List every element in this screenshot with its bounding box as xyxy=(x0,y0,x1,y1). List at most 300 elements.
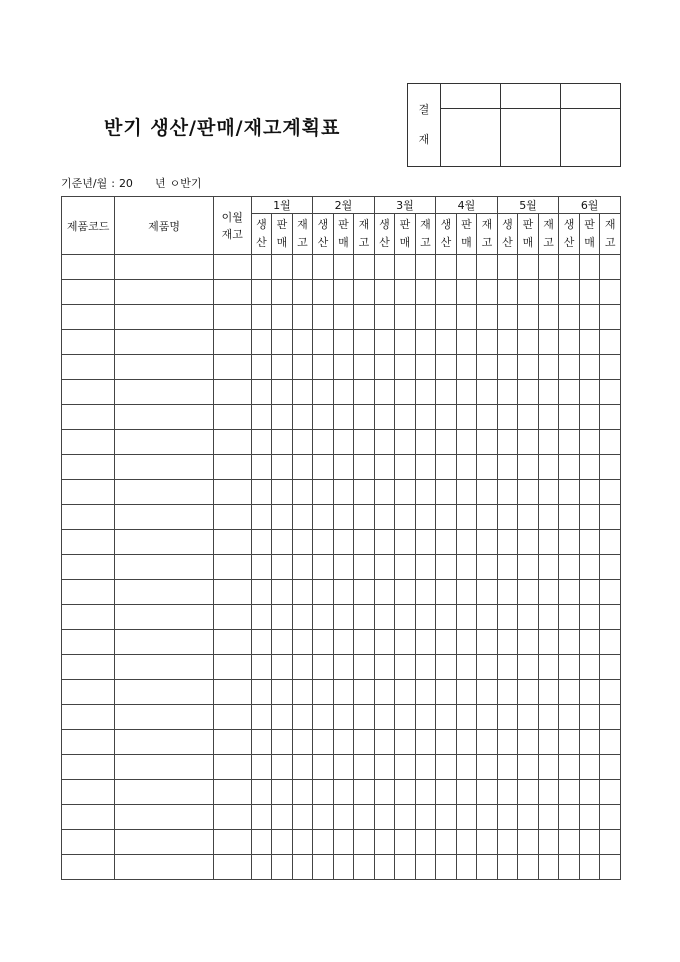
cell-month-value[interactable] xyxy=(579,305,600,330)
cell-name[interactable] xyxy=(115,305,213,330)
cell-prev-stock[interactable] xyxy=(213,430,251,455)
cell-month-value[interactable] xyxy=(313,555,334,580)
cell-month-value[interactable] xyxy=(333,405,354,430)
cell-month-value[interactable] xyxy=(313,255,334,280)
cell-month-value[interactable] xyxy=(497,855,518,880)
cell-month-value[interactable] xyxy=(395,630,416,655)
cell-month-value[interactable] xyxy=(579,480,600,505)
cell-month-value[interactable] xyxy=(579,280,600,305)
cell-month-value[interactable] xyxy=(313,405,334,430)
cell-prev-stock[interactable] xyxy=(213,280,251,305)
cell-month-value[interactable] xyxy=(395,505,416,530)
cell-month-value[interactable] xyxy=(518,330,539,355)
cell-month-value[interactable] xyxy=(415,355,436,380)
cell-month-value[interactable] xyxy=(415,705,436,730)
cell-month-value[interactable] xyxy=(395,655,416,680)
cell-month-value[interactable] xyxy=(559,830,580,855)
cell-month-value[interactable] xyxy=(456,555,477,580)
cell-month-value[interactable] xyxy=(538,505,559,530)
cell-month-value[interactable] xyxy=(354,555,375,580)
cell-month-value[interactable] xyxy=(436,630,457,655)
cell-month-value[interactable] xyxy=(579,855,600,880)
cell-month-value[interactable] xyxy=(456,680,477,705)
cell-month-value[interactable] xyxy=(538,830,559,855)
cell-month-value[interactable] xyxy=(477,780,498,805)
cell-month-value[interactable] xyxy=(559,680,580,705)
cell-month-value[interactable] xyxy=(333,330,354,355)
cell-month-value[interactable] xyxy=(333,780,354,805)
cell-month-value[interactable] xyxy=(600,330,621,355)
cell-name[interactable] xyxy=(115,755,213,780)
cell-month-value[interactable] xyxy=(415,305,436,330)
cell-month-value[interactable] xyxy=(374,505,395,530)
cell-month-value[interactable] xyxy=(251,755,272,780)
cell-month-value[interactable] xyxy=(415,255,436,280)
cell-month-value[interactable] xyxy=(559,430,580,455)
cell-month-value[interactable] xyxy=(354,780,375,805)
cell-month-value[interactable] xyxy=(415,480,436,505)
cell-month-value[interactable] xyxy=(477,805,498,830)
cell-month-value[interactable] xyxy=(272,330,293,355)
cell-name[interactable] xyxy=(115,655,213,680)
cell-month-value[interactable] xyxy=(292,855,313,880)
cell-month-value[interactable] xyxy=(395,530,416,555)
cell-month-value[interactable] xyxy=(518,355,539,380)
cell-code[interactable] xyxy=(62,805,115,830)
cell-month-value[interactable] xyxy=(436,530,457,555)
cell-month-value[interactable] xyxy=(395,805,416,830)
cell-month-value[interactable] xyxy=(313,280,334,305)
cell-prev-stock[interactable] xyxy=(213,380,251,405)
cell-month-value[interactable] xyxy=(518,730,539,755)
cell-month-value[interactable] xyxy=(456,255,477,280)
cell-month-value[interactable] xyxy=(292,305,313,330)
cell-month-value[interactable] xyxy=(600,505,621,530)
cell-name[interactable] xyxy=(115,680,213,705)
cell-month-value[interactable] xyxy=(415,605,436,630)
cell-month-value[interactable] xyxy=(251,805,272,830)
cell-month-value[interactable] xyxy=(579,505,600,530)
cell-prev-stock[interactable] xyxy=(213,605,251,630)
cell-month-value[interactable] xyxy=(436,655,457,680)
cell-month-value[interactable] xyxy=(251,305,272,330)
cell-month-value[interactable] xyxy=(333,505,354,530)
cell-month-value[interactable] xyxy=(600,730,621,755)
cell-month-value[interactable] xyxy=(292,405,313,430)
cell-month-value[interactable] xyxy=(313,430,334,455)
cell-month-value[interactable] xyxy=(374,330,395,355)
cell-month-value[interactable] xyxy=(333,455,354,480)
cell-month-value[interactable] xyxy=(559,580,580,605)
cell-month-value[interactable] xyxy=(374,605,395,630)
cell-month-value[interactable] xyxy=(456,780,477,805)
cell-month-value[interactable] xyxy=(272,580,293,605)
cell-month-value[interactable] xyxy=(272,405,293,430)
cell-month-value[interactable] xyxy=(415,805,436,830)
cell-month-value[interactable] xyxy=(354,805,375,830)
cell-prev-stock[interactable] xyxy=(213,405,251,430)
cell-code[interactable] xyxy=(62,580,115,605)
cell-month-value[interactable] xyxy=(559,855,580,880)
cell-prev-stock[interactable] xyxy=(213,255,251,280)
cell-name[interactable] xyxy=(115,730,213,755)
cell-month-value[interactable] xyxy=(333,805,354,830)
cell-month-value[interactable] xyxy=(251,580,272,605)
cell-month-value[interactable] xyxy=(559,755,580,780)
cell-month-value[interactable] xyxy=(477,730,498,755)
cell-month-value[interactable] xyxy=(456,805,477,830)
cell-month-value[interactable] xyxy=(579,430,600,455)
cell-month-value[interactable] xyxy=(477,255,498,280)
cell-month-value[interactable] xyxy=(497,480,518,505)
cell-month-value[interactable] xyxy=(600,805,621,830)
cell-month-value[interactable] xyxy=(272,805,293,830)
cell-month-value[interactable] xyxy=(395,580,416,605)
cell-month-value[interactable] xyxy=(292,280,313,305)
cell-month-value[interactable] xyxy=(456,305,477,330)
cell-month-value[interactable] xyxy=(538,780,559,805)
cell-month-value[interactable] xyxy=(251,705,272,730)
cell-month-value[interactable] xyxy=(456,480,477,505)
cell-month-value[interactable] xyxy=(313,480,334,505)
cell-month-value[interactable] xyxy=(456,405,477,430)
cell-month-value[interactable] xyxy=(395,280,416,305)
cell-month-value[interactable] xyxy=(395,355,416,380)
cell-month-value[interactable] xyxy=(497,655,518,680)
cell-name[interactable] xyxy=(115,780,213,805)
cell-month-value[interactable] xyxy=(538,555,559,580)
cell-month-value[interactable] xyxy=(559,355,580,380)
cell-month-value[interactable] xyxy=(313,730,334,755)
cell-month-value[interactable] xyxy=(292,730,313,755)
cell-code[interactable] xyxy=(62,630,115,655)
cell-month-value[interactable] xyxy=(374,380,395,405)
cell-month-value[interactable] xyxy=(538,255,559,280)
cell-month-value[interactable] xyxy=(559,805,580,830)
cell-month-value[interactable] xyxy=(477,605,498,630)
cell-month-value[interactable] xyxy=(354,855,375,880)
cell-month-value[interactable] xyxy=(313,830,334,855)
cell-month-value[interactable] xyxy=(518,580,539,605)
cell-month-value[interactable] xyxy=(600,380,621,405)
cell-month-value[interactable] xyxy=(251,280,272,305)
cell-month-value[interactable] xyxy=(272,655,293,680)
cell-name[interactable] xyxy=(115,455,213,480)
cell-month-value[interactable] xyxy=(600,780,621,805)
cell-month-value[interactable] xyxy=(272,830,293,855)
cell-month-value[interactable] xyxy=(333,380,354,405)
cell-prev-stock[interactable] xyxy=(213,505,251,530)
cell-month-value[interactable] xyxy=(518,480,539,505)
cell-month-value[interactable] xyxy=(579,405,600,430)
cell-month-value[interactable] xyxy=(477,530,498,555)
cell-month-value[interactable] xyxy=(538,580,559,605)
cell-month-value[interactable] xyxy=(436,805,457,830)
cell-month-value[interactable] xyxy=(518,380,539,405)
cell-month-value[interactable] xyxy=(477,380,498,405)
cell-month-value[interactable] xyxy=(272,355,293,380)
cell-month-value[interactable] xyxy=(395,305,416,330)
cell-month-value[interactable] xyxy=(251,405,272,430)
cell-name[interactable] xyxy=(115,355,213,380)
cell-month-value[interactable] xyxy=(518,405,539,430)
cell-month-value[interactable] xyxy=(251,505,272,530)
cell-month-value[interactable] xyxy=(497,755,518,780)
cell-month-value[interactable] xyxy=(518,530,539,555)
cell-month-value[interactable] xyxy=(538,430,559,455)
cell-month-value[interactable] xyxy=(600,530,621,555)
cell-month-value[interactable] xyxy=(374,805,395,830)
cell-month-value[interactable] xyxy=(559,280,580,305)
cell-month-value[interactable] xyxy=(395,405,416,430)
cell-month-value[interactable] xyxy=(538,355,559,380)
cell-month-value[interactable] xyxy=(251,530,272,555)
cell-month-value[interactable] xyxy=(436,780,457,805)
cell-month-value[interactable] xyxy=(272,730,293,755)
cell-month-value[interactable] xyxy=(559,605,580,630)
cell-month-value[interactable] xyxy=(518,430,539,455)
cell-month-value[interactable] xyxy=(600,630,621,655)
cell-month-value[interactable] xyxy=(415,555,436,580)
cell-month-value[interactable] xyxy=(272,480,293,505)
cell-month-value[interactable] xyxy=(333,280,354,305)
cell-code[interactable] xyxy=(62,530,115,555)
cell-month-value[interactable] xyxy=(354,730,375,755)
cell-month-value[interactable] xyxy=(374,530,395,555)
cell-prev-stock[interactable] xyxy=(213,555,251,580)
cell-month-value[interactable] xyxy=(395,705,416,730)
cell-month-value[interactable] xyxy=(333,355,354,380)
cell-month-value[interactable] xyxy=(436,705,457,730)
cell-code[interactable] xyxy=(62,705,115,730)
cell-month-value[interactable] xyxy=(354,505,375,530)
cell-month-value[interactable] xyxy=(415,330,436,355)
cell-month-value[interactable] xyxy=(436,580,457,605)
cell-month-value[interactable] xyxy=(600,830,621,855)
cell-month-value[interactable] xyxy=(374,555,395,580)
cell-month-value[interactable] xyxy=(600,555,621,580)
cell-month-value[interactable] xyxy=(579,680,600,705)
cell-month-value[interactable] xyxy=(477,705,498,730)
cell-month-value[interactable] xyxy=(313,655,334,680)
cell-month-value[interactable] xyxy=(251,855,272,880)
cell-month-value[interactable] xyxy=(600,305,621,330)
cell-month-value[interactable] xyxy=(538,380,559,405)
cell-month-value[interactable] xyxy=(354,580,375,605)
cell-month-value[interactable] xyxy=(313,355,334,380)
cell-prev-stock[interactable] xyxy=(213,655,251,680)
cell-name[interactable] xyxy=(115,580,213,605)
cell-month-value[interactable] xyxy=(456,755,477,780)
cell-month-value[interactable] xyxy=(415,455,436,480)
cell-code[interactable] xyxy=(62,505,115,530)
cell-month-value[interactable] xyxy=(313,330,334,355)
cell-month-value[interactable] xyxy=(251,830,272,855)
cell-month-value[interactable] xyxy=(538,280,559,305)
cell-month-value[interactable] xyxy=(456,580,477,605)
cell-month-value[interactable] xyxy=(600,580,621,605)
cell-month-value[interactable] xyxy=(559,255,580,280)
cell-month-value[interactable] xyxy=(477,480,498,505)
cell-month-value[interactable] xyxy=(497,255,518,280)
cell-month-value[interactable] xyxy=(272,280,293,305)
cell-month-value[interactable] xyxy=(477,405,498,430)
cell-month-value[interactable] xyxy=(354,305,375,330)
cell-month-value[interactable] xyxy=(313,805,334,830)
cell-month-value[interactable] xyxy=(518,705,539,730)
cell-month-value[interactable] xyxy=(559,455,580,480)
cell-name[interactable] xyxy=(115,330,213,355)
cell-month-value[interactable] xyxy=(354,680,375,705)
cell-month-value[interactable] xyxy=(251,380,272,405)
cell-month-value[interactable] xyxy=(538,455,559,480)
cell-month-value[interactable] xyxy=(292,380,313,405)
cell-name[interactable] xyxy=(115,505,213,530)
cell-month-value[interactable] xyxy=(395,380,416,405)
cell-name[interactable] xyxy=(115,530,213,555)
cell-month-value[interactable] xyxy=(272,705,293,730)
cell-month-value[interactable] xyxy=(292,430,313,455)
cell-month-value[interactable] xyxy=(579,605,600,630)
cell-month-value[interactable] xyxy=(251,680,272,705)
cell-month-value[interactable] xyxy=(579,730,600,755)
cell-month-value[interactable] xyxy=(477,430,498,455)
cell-month-value[interactable] xyxy=(538,805,559,830)
cell-month-value[interactable] xyxy=(436,730,457,755)
cell-month-value[interactable] xyxy=(292,805,313,830)
cell-month-value[interactable] xyxy=(456,355,477,380)
cell-month-value[interactable] xyxy=(395,680,416,705)
cell-month-value[interactable] xyxy=(436,455,457,480)
cell-month-value[interactable] xyxy=(436,330,457,355)
cell-month-value[interactable] xyxy=(374,680,395,705)
cell-month-value[interactable] xyxy=(251,780,272,805)
cell-month-value[interactable] xyxy=(374,755,395,780)
cell-month-value[interactable] xyxy=(313,705,334,730)
cell-month-value[interactable] xyxy=(600,480,621,505)
cell-month-value[interactable] xyxy=(579,555,600,580)
cell-month-value[interactable] xyxy=(456,380,477,405)
cell-code[interactable] xyxy=(62,355,115,380)
cell-prev-stock[interactable] xyxy=(213,855,251,880)
cell-month-value[interactable] xyxy=(497,580,518,605)
cell-month-value[interactable] xyxy=(354,755,375,780)
cell-month-value[interactable] xyxy=(436,680,457,705)
cell-name[interactable] xyxy=(115,380,213,405)
cell-month-value[interactable] xyxy=(538,680,559,705)
cell-month-value[interactable] xyxy=(272,680,293,705)
cell-month-value[interactable] xyxy=(272,380,293,405)
cell-month-value[interactable] xyxy=(518,305,539,330)
cell-name[interactable] xyxy=(115,430,213,455)
cell-month-value[interactable] xyxy=(477,680,498,705)
cell-month-value[interactable] xyxy=(559,780,580,805)
cell-month-value[interactable] xyxy=(374,655,395,680)
cell-month-value[interactable] xyxy=(272,505,293,530)
cell-month-value[interactable] xyxy=(497,280,518,305)
cell-month-value[interactable] xyxy=(579,780,600,805)
cell-month-value[interactable] xyxy=(272,305,293,330)
cell-month-value[interactable] xyxy=(497,780,518,805)
cell-month-value[interactable] xyxy=(272,455,293,480)
cell-month-value[interactable] xyxy=(600,755,621,780)
cell-month-value[interactable] xyxy=(559,505,580,530)
cell-month-value[interactable] xyxy=(251,655,272,680)
cell-month-value[interactable] xyxy=(333,655,354,680)
cell-month-value[interactable] xyxy=(456,830,477,855)
cell-month-value[interactable] xyxy=(374,580,395,605)
cell-month-value[interactable] xyxy=(477,330,498,355)
cell-month-value[interactable] xyxy=(272,630,293,655)
cell-month-value[interactable] xyxy=(251,330,272,355)
cell-month-value[interactable] xyxy=(292,680,313,705)
cell-month-value[interactable] xyxy=(518,605,539,630)
approval-sign-cell[interactable] xyxy=(441,109,501,167)
cell-month-value[interactable] xyxy=(415,505,436,530)
cell-month-value[interactable] xyxy=(497,330,518,355)
cell-name[interactable] xyxy=(115,630,213,655)
cell-month-value[interactable] xyxy=(477,655,498,680)
cell-code[interactable] xyxy=(62,305,115,330)
cell-month-value[interactable] xyxy=(436,305,457,330)
cell-month-value[interactable] xyxy=(497,505,518,530)
cell-name[interactable] xyxy=(115,405,213,430)
cell-month-value[interactable] xyxy=(497,380,518,405)
cell-month-value[interactable] xyxy=(518,555,539,580)
cell-name[interactable] xyxy=(115,280,213,305)
cell-month-value[interactable] xyxy=(395,330,416,355)
cell-month-value[interactable] xyxy=(600,855,621,880)
cell-month-value[interactable] xyxy=(333,705,354,730)
cell-month-value[interactable] xyxy=(313,780,334,805)
cell-month-value[interactable] xyxy=(436,405,457,430)
cell-month-value[interactable] xyxy=(415,780,436,805)
cell-name[interactable] xyxy=(115,830,213,855)
cell-month-value[interactable] xyxy=(251,630,272,655)
cell-month-value[interactable] xyxy=(313,380,334,405)
cell-code[interactable] xyxy=(62,780,115,805)
cell-month-value[interactable] xyxy=(251,355,272,380)
cell-month-value[interactable] xyxy=(436,855,457,880)
cell-month-value[interactable] xyxy=(395,255,416,280)
cell-code[interactable] xyxy=(62,480,115,505)
cell-month-value[interactable] xyxy=(600,430,621,455)
cell-month-value[interactable] xyxy=(272,555,293,580)
cell-month-value[interactable] xyxy=(292,255,313,280)
cell-month-value[interactable] xyxy=(415,730,436,755)
cell-month-value[interactable] xyxy=(313,505,334,530)
cell-month-value[interactable] xyxy=(518,805,539,830)
cell-month-value[interactable] xyxy=(456,630,477,655)
cell-month-value[interactable] xyxy=(374,305,395,330)
cell-month-value[interactable] xyxy=(579,655,600,680)
cell-prev-stock[interactable] xyxy=(213,805,251,830)
cell-month-value[interactable] xyxy=(292,605,313,630)
cell-month-value[interactable] xyxy=(579,755,600,780)
cell-month-value[interactable] xyxy=(313,680,334,705)
cell-month-value[interactable] xyxy=(538,330,559,355)
cell-code[interactable] xyxy=(62,655,115,680)
cell-month-value[interactable] xyxy=(579,630,600,655)
cell-month-value[interactable] xyxy=(436,430,457,455)
cell-month-value[interactable] xyxy=(436,830,457,855)
cell-prev-stock[interactable] xyxy=(213,530,251,555)
cell-month-value[interactable] xyxy=(313,455,334,480)
cell-month-value[interactable] xyxy=(538,705,559,730)
cell-month-value[interactable] xyxy=(251,455,272,480)
cell-month-value[interactable] xyxy=(518,780,539,805)
cell-month-value[interactable] xyxy=(395,780,416,805)
